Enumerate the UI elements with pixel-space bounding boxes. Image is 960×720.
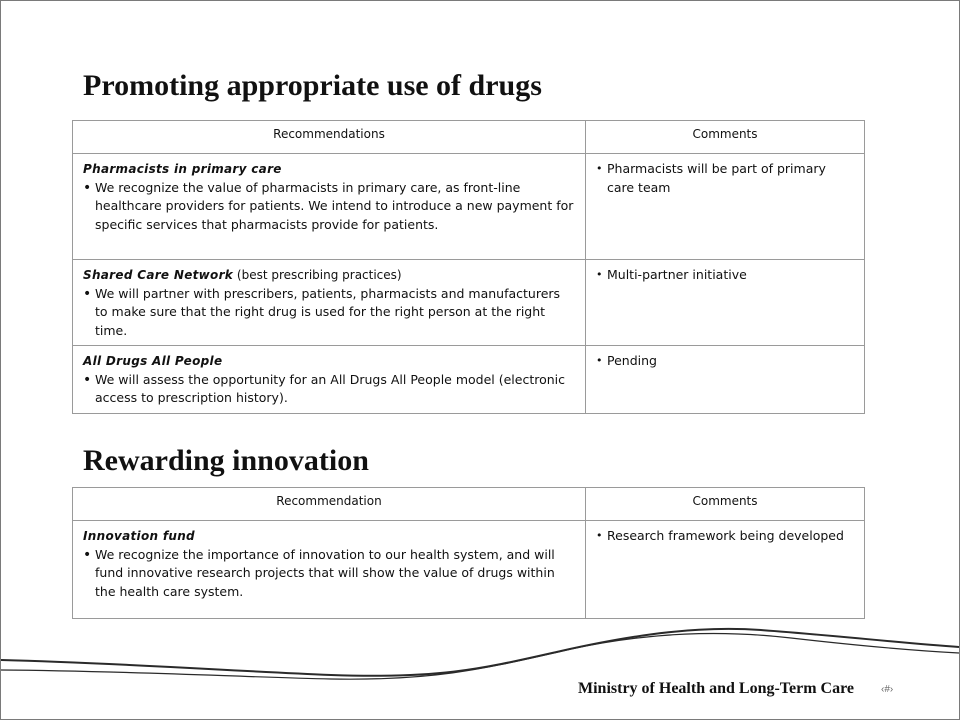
row-title-qualifier: (best prescribing practices) [233, 268, 402, 282]
comment-text: • Research framework being developed [596, 527, 856, 546]
comment-cell [586, 521, 865, 619]
recommendation-cell [73, 260, 586, 346]
recommendation-cell [73, 521, 586, 619]
table-row [73, 154, 865, 260]
header-comments: Comments [586, 121, 865, 154]
innovation-table [72, 487, 865, 619]
recommendation-cell [73, 346, 586, 414]
footer-wave-decoration [1, 621, 959, 719]
table-header-row [73, 488, 865, 521]
row-title: Pharmacists in primary care [83, 162, 282, 176]
table-row [73, 521, 865, 619]
header-comments: Comments [586, 488, 865, 521]
recommendation-text: • We will assess the opportunity for an All Drugs All People model (electronic access to prescription history). [83, 371, 575, 408]
header-recommendations: Recommendations [73, 121, 586, 154]
table-row [73, 346, 865, 414]
section-title-rewarding-innovation: Rewarding innovation [83, 444, 369, 477]
row-title: All Drugs All People [83, 354, 223, 368]
table-header-row [73, 121, 865, 154]
comment-cell [586, 260, 865, 346]
comment-cell [586, 346, 865, 414]
recommendation-text: • We recognize the value of pharmacists in primary care, as front-line healthcare providers for patients. We intend to introduce a new payment for specific services that pharmacists provide for patients. [83, 179, 575, 235]
header-recommendation: Recommendation [73, 488, 586, 521]
comment-text: • Pending [596, 352, 856, 371]
page-number: ‹#› [881, 684, 894, 695]
comment-text: • Pharmacists will be part of primary care team [596, 160, 856, 197]
recommendations-table [72, 120, 865, 414]
recommendation-cell [73, 154, 586, 260]
table-row [73, 260, 865, 346]
section-title-appropriate-use: Promoting appropriate use of drugs [83, 69, 542, 102]
recommendation-text: • We will partner with prescribers, patients, pharmacists and manufacturers to make sure that the right drug is used for the right person at the right time. [83, 285, 575, 341]
comment-text: • Multi-partner initiative [596, 266, 856, 285]
row-title: Shared Care Network (best prescribing practices) [83, 268, 402, 282]
row-title: Innovation fund [83, 529, 195, 543]
comment-cell [586, 154, 865, 260]
ministry-name: Ministry of Health and Long-Term Care [578, 680, 854, 697]
recommendation-text: • We recognize the importance of innovation to our health system, and will fund innovative research projects that will show the value of drugs within the health care system. [83, 546, 575, 602]
